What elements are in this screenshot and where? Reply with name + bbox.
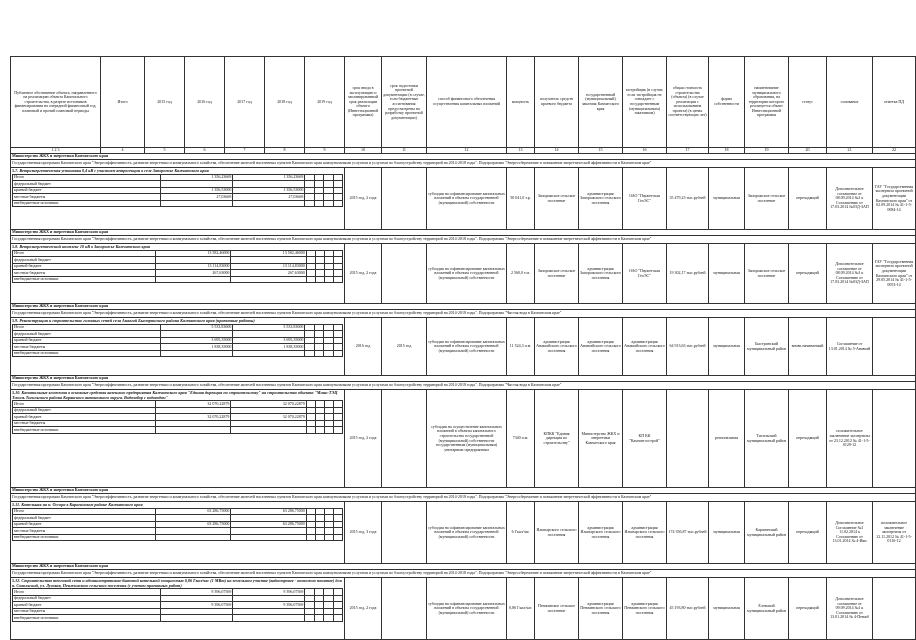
- column-header: государственный (муниципальный) заказчик Камчатского края: [579, 57, 623, 148]
- stoimost-cell: 174 356,87 тыс.рублей: [667, 502, 709, 564]
- investment-program-table: [10, 56, 916, 640]
- column-number: 1 2 3: [11, 148, 101, 154]
- column-header: Итого: [101, 57, 145, 148]
- funding-year: [315, 534, 324, 541]
- column-header: 2017 год: [225, 57, 265, 148]
- funding-2015: 63 286,75000: [231, 521, 306, 528]
- funding-2015: [233, 615, 305, 622]
- funding-source: федеральный бюджет: [13, 595, 161, 602]
- funding-year: [315, 427, 324, 434]
- srok-pd-cell: [382, 578, 427, 640]
- column-header: отметка ПД: [873, 57, 916, 148]
- object-row: [11, 502, 916, 564]
- funding-2015: [231, 534, 306, 541]
- funding-year: [306, 534, 315, 541]
- srok-cell: 2015 год, 2 года: [345, 244, 382, 304]
- column-header: наименование муниципального образования, на территории которого реализуется объект Инвестиционной программы: [745, 57, 789, 148]
- column-header: получатель средств краевого бюджета: [535, 57, 579, 148]
- moshchnost-cell: 6 Гкал/час: [507, 502, 535, 564]
- funding-year: [305, 615, 314, 622]
- ministry-name: Министерство ЖКХ и энергетики Камчатского края: [11, 376, 916, 382]
- funding-row: [13, 350, 343, 357]
- funding-year: [314, 200, 323, 207]
- object-funding-cell: [11, 244, 345, 304]
- column-header: застройщик (в случае, если застройщик не совпадает с государственным (муниципальным) заказчиком): [623, 57, 667, 148]
- funding-source: внебюджетные источники: [13, 350, 161, 357]
- stoimost-cell: 45 193,80 тыс.рублей: [667, 578, 709, 640]
- funding-2015: 32 070,22879: [231, 401, 306, 408]
- status-cell: переходящий: [789, 578, 827, 640]
- zastroyshchik-cell: администрация Пенжинского сельского поселения: [623, 578, 667, 640]
- column-number: 11: [382, 148, 427, 154]
- ministry-name: Министерство ЖКХ и энергетики Камчатского края: [11, 230, 916, 236]
- poluchatel-cell: Запорожское сельское поселение: [535, 244, 579, 304]
- funding-year: [324, 534, 333, 541]
- object-title: 5.9. Реконструкция и строительство головных сетей села Анавгай Быстринского района Камчатского края (проектные работы): [12, 318, 255, 323]
- funding-source: краевой бюджет: [13, 521, 156, 528]
- object-title: 5.7. Ветроэнергетическая установка 0,4 кВ с участием ветросекции в селе Запорожье Камчатского края: [12, 168, 209, 173]
- funding-total: 32 070,22879: [155, 401, 230, 408]
- zakazchik-cell: администрация Ильпырского сельского поселения: [579, 502, 623, 564]
- object-funding-cell: [11, 390, 345, 488]
- municipality-cell: Быстринский муниципальный район: [745, 318, 789, 376]
- funding-total: [155, 276, 230, 283]
- funding-table: [12, 174, 343, 208]
- otmetka-pd-cell: ГАУ "Государственная экспертиза проектной документации Камчатского края" от 29.05.2014 № 41-1-5-0053-14: [873, 244, 916, 304]
- program-name: Государственная программа Камчатского края "Энергоэффективность, развитие энергетики и коммунального хозяйства, обеспечение жителей населенных пунктов Камчатского края коммунальными услугами и услугами по благоустройству территорий на 2014-2018 годы". Подпрограмма "Энергосбережение и повышение энергетической эффективности в Камчатском крае": [11, 494, 916, 502]
- funding-source: Итого: [13, 174, 161, 181]
- stoimost-cell: 19 302,17 тыс.рублей: [667, 244, 709, 304]
- column-number: 17: [667, 148, 709, 154]
- funding-source: местные бюджеты: [13, 270, 156, 277]
- funding-total: 3 695,35000: [161, 337, 233, 344]
- program-name: Государственная программа Камчатского края "Энергоэффективность, развитие энергетики и коммунального хозяйства, обеспечение жителей населенных пунктов Камчатского края коммунальными услугами и услугами по благоустройству территорий на 2014-2018 годы". Подпрограмма "Чистая вода в Камчатском крае": [11, 382, 916, 390]
- funding-source: федеральный бюджет: [13, 331, 161, 338]
- object-row: [11, 578, 916, 640]
- srok-cell: 2016 год: [345, 318, 382, 376]
- funding-row: [13, 276, 343, 283]
- column-header: 2015 год: [145, 57, 185, 148]
- column-number: 14: [535, 148, 579, 154]
- osnovanie-cell: Дополнительное соглашение от 08.09.2014 №1 к Соглашению от 17.03.2014 №03Д-ЗАП: [827, 244, 873, 304]
- program-name: Государственная программа Камчатского края "Энергоэффективность, развитие энергетики и коммунального хозяйства, обеспечение жителей населенных пунктов Камчатского края коммунальными услугами и услугами по благоустройству территорий на 2014-2018 годы". Подпрограмма "Энергосбережение и повышение энергетической эффективности в Камчатском крае": [11, 160, 916, 168]
- funding-total: 5 533,83000: [161, 324, 233, 331]
- column-header: статус: [789, 57, 827, 148]
- funding-source: Итого: [13, 589, 161, 596]
- srok-pd-cell: [382, 390, 427, 488]
- funding-source: внебюджетные источники: [13, 200, 161, 207]
- column-header: мощность: [507, 57, 535, 148]
- status-cell: переходящий: [789, 244, 827, 304]
- municipality-cell: Еловский муниципальный район: [745, 578, 789, 640]
- funding-source: внебюджетные источники: [13, 534, 156, 541]
- funding-2015: 13 582,46000: [231, 250, 306, 257]
- funding-2015: 27,03669: [233, 194, 305, 201]
- funding-source: краевой бюджет: [13, 263, 156, 270]
- column-number: 13: [507, 148, 535, 154]
- column-number: 20: [789, 148, 827, 154]
- funding-total: 9 396,07569: [161, 602, 233, 609]
- funding-year: [324, 200, 333, 207]
- program-row: [11, 236, 916, 244]
- column-header: Публичное обозначение объекта, направленного на реализацию объекта Капитального строительства, в разрезе источников финансирования на очередной финансовый год, плановый и прочий плановый периоды: [11, 57, 101, 148]
- funding-2015: 1 356,53000: [233, 187, 305, 194]
- object-funding-cell: [11, 168, 345, 230]
- funding-table: [12, 508, 343, 542]
- osnovanie-cell: Дополнительное соглашение от 09.09.2014 №1 к Соглашению от 13.01.2014 № 4-Пенжб: [827, 578, 873, 640]
- column-number: 16: [623, 148, 667, 154]
- funding-year: [315, 276, 324, 283]
- object-row: [11, 168, 916, 230]
- funding-source: федеральный бюджет: [13, 515, 156, 522]
- funding-source: краевой бюджет: [13, 602, 161, 609]
- ministry-name: Министерство ЖКХ и энергетики Камчатского края: [11, 304, 916, 310]
- moshchnost-cell: 2 560,0 т.м.: [507, 244, 535, 304]
- funding-source: внебюджетные источники: [13, 276, 156, 283]
- poluchatel-cell: КПКК "Единая дирекция по строительству": [535, 390, 579, 488]
- funding-source: краевой бюджет: [13, 187, 161, 194]
- funding-2015: 1 838,35000: [233, 344, 305, 351]
- funding-year: [333, 276, 342, 283]
- funding-year: [305, 200, 314, 207]
- ministry-name: Министерство ЖКХ и энергетики Камчатского края: [11, 154, 916, 160]
- funding-2015: [231, 276, 306, 283]
- program-row: [11, 310, 916, 318]
- funding-source: краевой бюджет: [13, 414, 156, 421]
- sposob-cell: субсидия на софинансирование капитальных вложений в объекты государственной (муниципальной) собственности: [427, 578, 507, 640]
- poluchatel-cell: Ильпырского сельского поселения: [535, 502, 579, 564]
- funding-total: 9 396,07569: [161, 589, 233, 596]
- funding-table: [12, 400, 343, 434]
- funding-year: [306, 427, 315, 434]
- funding-2015: 9 396,07569: [233, 602, 305, 609]
- forma-cell: муниципальная: [709, 502, 745, 564]
- column-number: 7: [225, 148, 265, 154]
- funding-year: [324, 427, 333, 434]
- poluchatel-cell: Запорожское сельское поселение: [535, 168, 579, 230]
- program-name: Государственная программа Камчатского края "Энергоэффективность, развитие энергетики и коммунального хозяйства, обеспечение жителей населенных пунктов Камчатского края коммунальными услугами и услугами по благоустройству территорий на 2014-2018 годы". Подпрограмма "Энергосбережение и повышение энергетической эффективности в Камчатском крае": [11, 236, 916, 244]
- column-header: 2016 год: [185, 57, 225, 148]
- column-number: 15: [579, 148, 623, 154]
- column-header: 2019 год: [305, 57, 345, 148]
- zastroyshchik-cell: ОАО "Паужетская ГеоЭС": [623, 168, 667, 230]
- column-number: 12: [427, 148, 507, 154]
- column-number: 22: [873, 148, 916, 154]
- funding-year: [324, 615, 333, 622]
- osnovanie-cell: Дополнительное соглашение от 08.09.2014 №1 к Соглашению от 17.03.2014 №03Д-ЗАП: [827, 168, 873, 230]
- column-number: 19: [745, 148, 789, 154]
- funding-source: местные бюджеты: [13, 344, 161, 351]
- zastroyshchik-cell: КП КК "Камчатгэсстрой": [623, 390, 667, 488]
- otmetka-pd-cell: [873, 318, 916, 376]
- funding-year: [305, 350, 314, 357]
- funding-year: [306, 276, 315, 283]
- stoimost-cell: 35 479,23 тыс.рублей: [667, 168, 709, 230]
- funding-source: Итого: [13, 324, 161, 331]
- moshchnost-cell: 50 041,0 т.р.: [507, 168, 535, 230]
- funding-source: внебюджетные источники: [13, 427, 156, 434]
- column-number: 10: [345, 148, 382, 154]
- otmetka-pd-cell: ГАУ "Государственная экспертиза проектной документации Камчатского края" от 02.09.2014 № 41-1-5-0084-14: [873, 168, 916, 230]
- funding-source: Итого: [13, 508, 156, 515]
- forma-cell: региональная: [709, 390, 745, 488]
- program-row: [11, 160, 916, 168]
- stoimost-cell: [667, 390, 709, 488]
- object-funding-cell: [11, 318, 345, 376]
- otmetka-pd-cell: [873, 390, 916, 488]
- funding-source: федеральный бюджет: [13, 181, 161, 188]
- sposob-cell: субсидия на осуществление капитальных вложений в объекты капитального строительства государственной (муниципальной) собственности государственным (муниципальным) унитарным предприятиям: [427, 390, 507, 488]
- funding-source: местные бюджеты: [13, 528, 156, 535]
- object-title: 5.10. Капитальные вложения в основные средства казенного предприятия Камчатского края "Единая дирекция по строительству" на строительство объекта "Мини-ТЭЦ Тигиль Тигильского района Корякского автономного округа. Водозабор с водоводом": [12, 390, 338, 400]
- column-number: 8: [265, 148, 305, 154]
- object-title: 5.12. Строительство тепловой сети и административно-бытовой котельной мощностью 0,86 Гкал/час (1 МВт) на земельном участке (кадастровое - возможно понятое) для п. Сокольский, ул. Луговая, Пенжинского сельского поселения (с учетом проектных работ): [12, 578, 342, 588]
- funding-2015: 63 286,75000: [231, 508, 306, 515]
- funding-2015: 9 396,07569: [233, 589, 305, 596]
- srok-cell: 2015 год, 2 года: [345, 578, 382, 640]
- column-number: 5: [145, 148, 185, 154]
- funding-row: [13, 615, 343, 622]
- status-cell: вновь начинаемый: [789, 318, 827, 376]
- funding-source: Итого: [13, 401, 156, 408]
- funding-total: [155, 534, 230, 541]
- zakazchik-cell: Министерство ЖКХ и энергетики Камчатского края: [579, 390, 623, 488]
- funding-source: внебюджетные источники: [13, 615, 161, 622]
- funding-row: [13, 427, 343, 434]
- osnovanie-cell: Соглашение от 13.01.2014 № 5-Анавгай: [827, 318, 873, 376]
- column-number: 4: [101, 148, 145, 154]
- funding-year: [333, 200, 342, 207]
- funding-total: [155, 427, 230, 434]
- funding-2015: 13 114,83000: [231, 263, 306, 270]
- moshchnost-cell: 0,86 Гкал/час: [507, 578, 535, 640]
- funding-source: Итого: [13, 250, 156, 257]
- srok-pd-cell: [382, 168, 427, 230]
- funding-year: [333, 427, 342, 434]
- funding-table: [12, 250, 343, 284]
- funding-2015: 267,63000: [231, 270, 306, 277]
- ministry-name: Министерство ЖКХ и энергетики Камчатского края: [11, 488, 916, 494]
- sposob-cell: субсидия на софинансирование капитальных вложений в объекты государственной (муниципальной) собственности: [427, 502, 507, 564]
- funding-source: краевой бюджет: [13, 337, 161, 344]
- funding-total: [161, 200, 233, 207]
- sposob-cell: субсидия на софинансирование капитальных вложений в объекты государственной (муниципальной) собственности: [427, 318, 507, 376]
- funding-total: 63 286,75000: [155, 508, 230, 515]
- funding-year: [333, 615, 342, 622]
- funding-2015: 32 070,22879: [231, 414, 306, 421]
- zakazchik-cell: администрация Пенжинского сельского поселения: [579, 578, 623, 640]
- funding-source: местные бюджеты: [13, 608, 161, 615]
- municipality-cell: Запорожское сельское поселение: [745, 168, 789, 230]
- funding-year: [314, 615, 323, 622]
- municipality-cell: Карагинский муниципальный район: [745, 502, 789, 564]
- status-cell: переходящий: [789, 502, 827, 564]
- header-row: [11, 57, 916, 148]
- object-title: 5.8. Ветроэнергетический комплекс 10 кВ в Запорожье Камчатского края: [12, 244, 150, 249]
- funding-total: 32 070,22879: [155, 414, 230, 421]
- funding-2015: 3 695,35000: [233, 337, 305, 344]
- column-header: срок ввода в эксплуатацию и запланированный срок реализации объекта (Инвестиционной программы): [345, 57, 382, 148]
- otmetka-pd-cell: [873, 578, 916, 640]
- osnovanie-cell: положительное заключение экспертизы от 23.12.2012 № 41-1-5-0129-12: [827, 390, 873, 488]
- status-cell: переходящий: [789, 168, 827, 230]
- funding-year: [333, 350, 342, 357]
- funding-total: 267,63000: [155, 270, 230, 277]
- funding-total: [161, 615, 233, 622]
- funding-total: [161, 350, 233, 357]
- funding-source: федеральный бюджет: [13, 257, 156, 264]
- object-row: [11, 318, 916, 376]
- zakazchik-cell: администрация Анавгайского сельского поселения: [579, 318, 623, 376]
- column-header: форма собственности: [709, 57, 745, 148]
- stoimost-cell: 64 913,63 тыс.рублей: [667, 318, 709, 376]
- funding-total: 63 286,75000: [155, 521, 230, 528]
- srok-pd-cell: 2015 год: [382, 318, 427, 376]
- osnovanie-cell: Дополнительное Соглашение №1 11.02.2014 к Соглашению от 13.01.2014 № 4-Ики: [827, 502, 873, 564]
- municipality-cell: Тигильский муниципальный район: [745, 390, 789, 488]
- funding-year: [324, 276, 333, 283]
- moshchnost-cell: 7340 п.м.: [507, 390, 535, 488]
- column-header: основание: [827, 57, 873, 148]
- funding-row: [13, 534, 343, 541]
- otmetka-pd-cell: положительное заключение экспертизы от 12.11.2012 № 41-1-5-0116-12: [873, 502, 916, 564]
- program-name: Государственная программа Камчатского края "Энергоэффективность, развитие энергетики и коммунального хозяйства, обеспечение жителей населенных пунктов Камчатского края коммунальными услугами и услугами по благоустройству территорий на 2014-2018 годы". Подпрограмма "Чистая вода в Камчатском крае": [11, 310, 916, 318]
- municipality-cell: Запорожское сельское поселение: [745, 244, 789, 304]
- poluchatel-cell: Пенжинское сельское поселение: [535, 578, 579, 640]
- column-number: 9: [305, 148, 345, 154]
- status-cell: переходящий: [789, 390, 827, 488]
- funding-2015: [233, 350, 305, 357]
- forma-cell: муниципальная: [709, 578, 745, 640]
- funding-2015: [233, 200, 305, 207]
- poluchatel-cell: администрация Анавгайского сельского поселения: [535, 318, 579, 376]
- funding-total: 27,03669: [161, 194, 233, 201]
- funding-total: 1 356,23669: [161, 174, 233, 181]
- zastroyshchik-cell: администрация Анавгайского сельского поселения: [623, 318, 667, 376]
- srok-cell: 2015 год, 2 года: [345, 168, 382, 230]
- object-funding-cell: [11, 578, 345, 640]
- column-header: способ финансового обеспечения осуществления капитальных вложений: [427, 57, 507, 148]
- column-header: общая стоимость строительства (объекта) (в случае реализации с использованием проекта) (в ценах соответствующих лет): [667, 57, 709, 148]
- funding-year: [324, 350, 333, 357]
- forma-cell: муниципальная: [709, 318, 745, 376]
- sposob-cell: субсидия на софинансирование капитальных вложений в объекты государственной (муниципальной) собственности: [427, 168, 507, 230]
- srok-cell: 2015 год, 3 года: [345, 502, 382, 564]
- funding-year: [314, 350, 323, 357]
- zastroyshchik-cell: администрация Ильпырского сельского поселения: [623, 502, 667, 564]
- column-header: 2018 год: [265, 57, 305, 148]
- zastroyshchik-cell: ОАО "Паужетская ГеоЭС": [623, 244, 667, 304]
- moshchnost-cell: 11 524,3 п.м.: [507, 318, 535, 376]
- column-number: 21: [827, 148, 873, 154]
- object-funding-cell: [11, 502, 345, 564]
- program-name: Государственная программа Камчатского края "Энергоэффективность, развитие энергетики и коммунального хозяйства, обеспечение жителей населенных пунктов Камчатского края коммунальными услугами и услугами по благоустройству территорий на 2014-2018 годы". Подпрограмма "Энергосбережение и повышение энергетической эффективности в Камчатском крае": [11, 570, 916, 578]
- funding-source: местные бюджеты: [13, 420, 156, 427]
- funding-2015: 1 356,23669: [233, 174, 305, 181]
- funding-row: [13, 200, 343, 207]
- column-header: срок подготовки проектной документации (в случае, если бюджетные ассигнования предусмотрены на разработку проектной документации): [382, 57, 427, 148]
- object-title: 5.11. Котельная на п. Оссора в Карагинском районе Камчатского края: [12, 502, 143, 507]
- forma-cell: муниципальная: [709, 168, 745, 230]
- funding-total: 13 114,83000: [155, 263, 230, 270]
- program-row: [11, 570, 916, 578]
- program-row: [11, 382, 916, 390]
- funding-source: местные бюджеты: [13, 194, 161, 201]
- program-row: [11, 494, 916, 502]
- funding-table: [12, 324, 343, 358]
- zakazchik-cell: администрация Запорожского сельского поселения: [579, 168, 623, 230]
- srok-pd-cell: [382, 244, 427, 304]
- forma-cell: муниципальная: [709, 244, 745, 304]
- funding-table: [12, 588, 343, 622]
- zakazchik-cell: администрация Запорожского сельского поселения: [579, 244, 623, 304]
- funding-source: федеральный бюджет: [13, 407, 156, 414]
- funding-year: [333, 534, 342, 541]
- funding-total: 13 582,46000: [155, 250, 230, 257]
- srok-cell: 2015 год, 2 года: [345, 390, 382, 488]
- funding-2015: [231, 427, 306, 434]
- ministry-name: Министерство ЖКХ и энергетики Камчатского края: [11, 564, 916, 570]
- column-number: 6: [185, 148, 225, 154]
- object-row: [11, 244, 916, 304]
- sposob-cell: субсидия на софинансирование капитальных вложений в объекты государственной (муниципальной) собственности: [427, 244, 507, 304]
- object-row: [11, 390, 916, 488]
- srok-pd-cell: [382, 502, 427, 564]
- funding-2015: 5 533,83000: [233, 324, 305, 331]
- funding-total: 1 838,35000: [161, 344, 233, 351]
- column-number: 18: [709, 148, 745, 154]
- funding-total: 1 356,53000: [161, 187, 233, 194]
